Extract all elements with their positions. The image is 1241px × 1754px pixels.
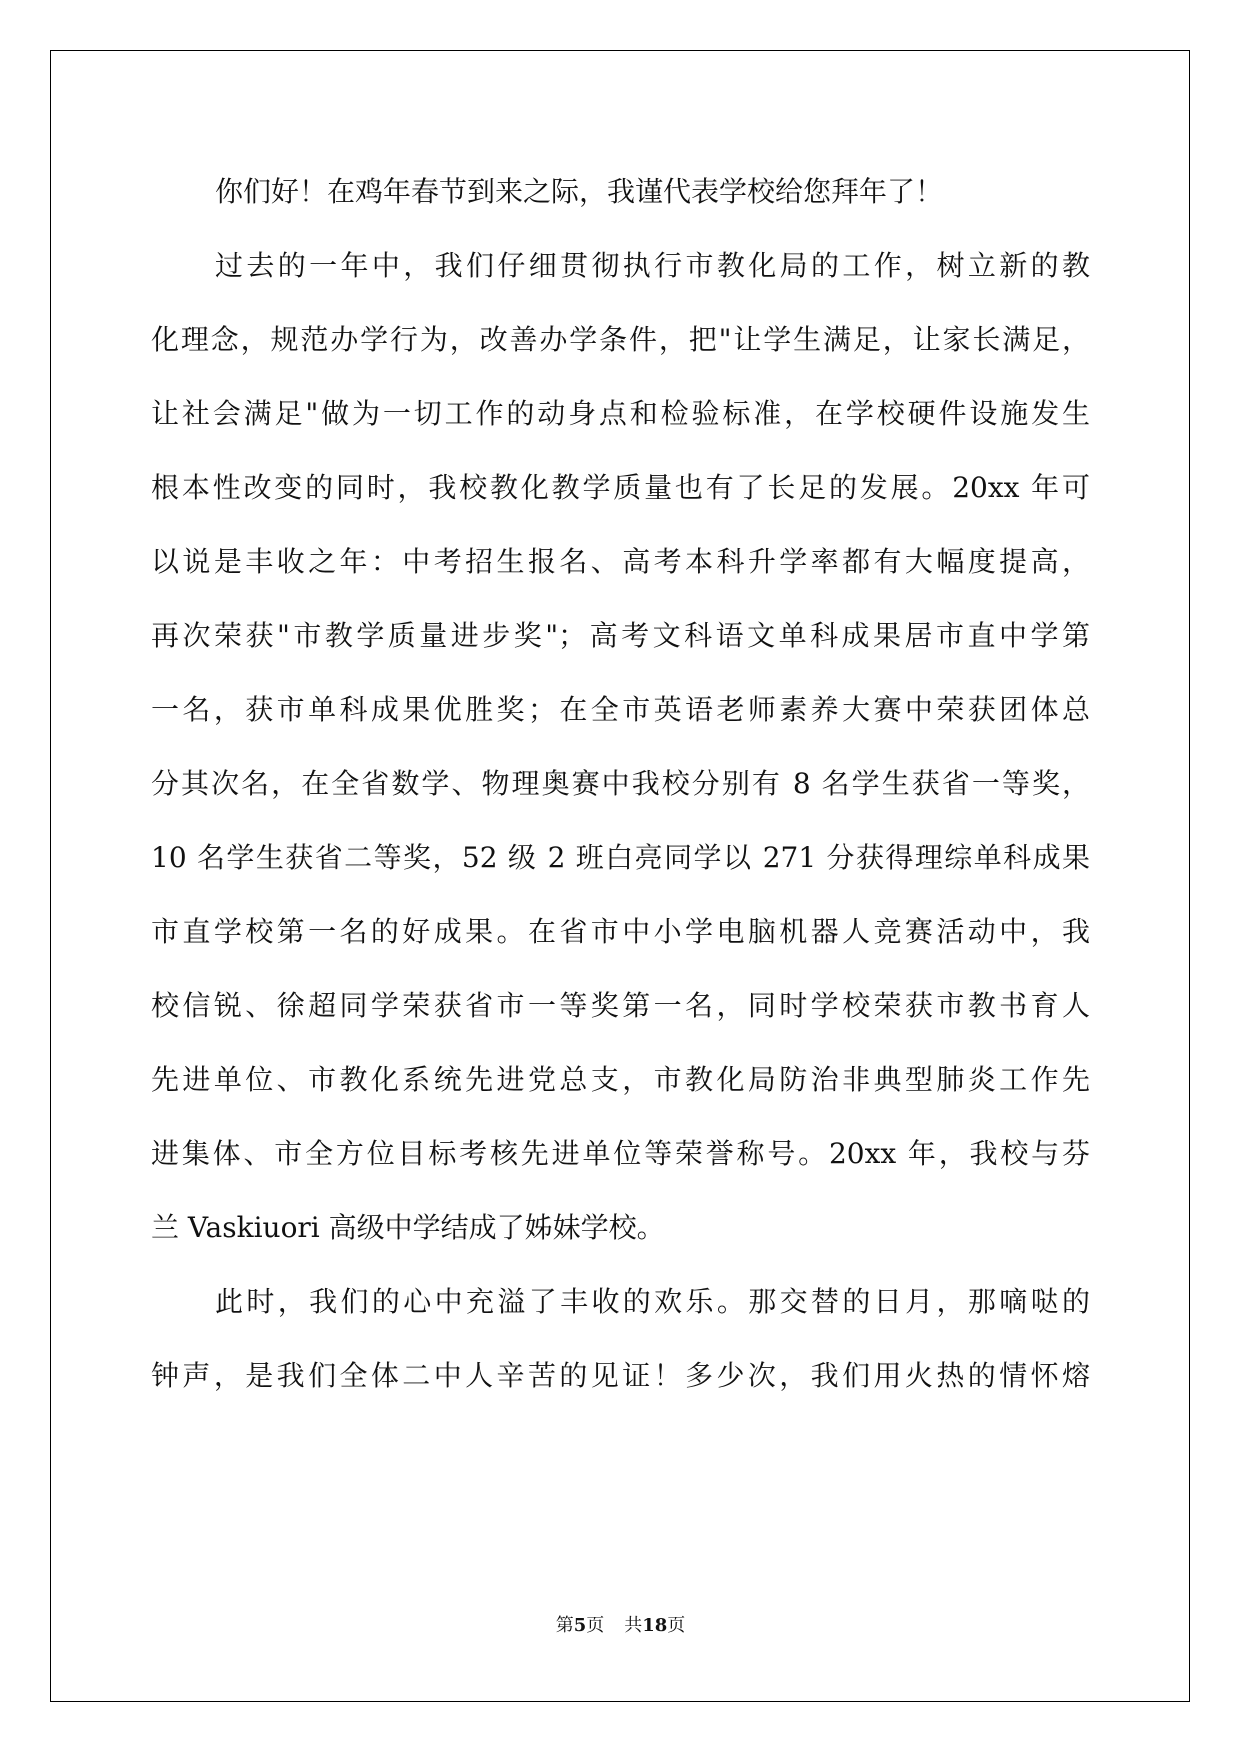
paragraph-line: 10 名学生获省二等奖，52 级 2 班白亮同学以 271 分获得理综单科成果 xyxy=(151,841,1090,874)
paragraph-line: 你们好！在鸡年春节到来之际，我谨代表学校给您拜年了！ xyxy=(215,175,944,208)
total-label-prefix: 共 xyxy=(624,1615,643,1636)
paragraph-line: 此时，我们的心中充溢了丰收的欢乐。那交替的日月，那嘀哒的 xyxy=(215,1285,1090,1318)
total-label-suffix: 页 xyxy=(667,1615,686,1636)
paragraph-line: 市直学校第一名的好成果。在省市中小学电脑机器人竞赛活动中，我 xyxy=(151,915,1090,948)
paragraph-line: 分其次名，在全省数学、物理奥赛中我校分别有 8 名学生获省一等奖， xyxy=(151,767,1090,800)
page-label-suffix: 页 xyxy=(586,1615,605,1636)
document-body xyxy=(151,155,1090,1413)
paragraph-line: 以说是丰收之年：中考招生报名、高考本科升学率都有大幅度提高， xyxy=(151,545,1090,578)
paragraph-line: 一名，获市单科成果优胜奖；在全市英语老师素养大赛中荣获团体总 xyxy=(151,693,1090,726)
paragraph-line: 校信锐、徐超同学荣获省市一等奖第一名，同时学校荣获市教书育人 xyxy=(151,989,1090,1022)
paragraph-line: 钟声，是我们全体二中人辛苦的见证！多少次，我们用火热的情怀熔 xyxy=(151,1359,1090,1392)
paragraph-line: 过去的一年中，我们仔细贯彻执行市教化局的工作，树立新的教 xyxy=(215,249,1090,282)
paragraph-line: 再次荣获"市教学质量进步奖"；高考文科语文单科成果居市直中学第 xyxy=(151,619,1090,652)
page-footer xyxy=(0,1611,1241,1637)
paragraph-line: 根本性改变的同时，我校教化教学质量也有了长足的发展。20xx 年可 xyxy=(151,471,1090,504)
paragraph-line: 进集体、市全方位目标考核先进单位等荣誉称号。20xx 年，我校与芬 xyxy=(151,1137,1090,1170)
paragraph-line: 让社会满足"做为一切工作的动身点和检验标准，在学校硬件设施发生 xyxy=(151,397,1090,430)
paragraph-line: 兰 Vaskiuori 高级中学结成了姊妹学校。 xyxy=(151,1211,665,1244)
page-label-prefix: 第 xyxy=(555,1615,574,1636)
paragraph-line: 先进单位、市教化系统先进党总支，市教化局防治非典型肺炎工作先 xyxy=(151,1063,1090,1096)
total-pages: 18 xyxy=(642,1615,668,1636)
page-number: 5 xyxy=(573,1615,587,1636)
paragraph-line: 化理念，规范办学行为，改善办学条件，把"让学生满足，让家长满足， xyxy=(151,323,1090,356)
